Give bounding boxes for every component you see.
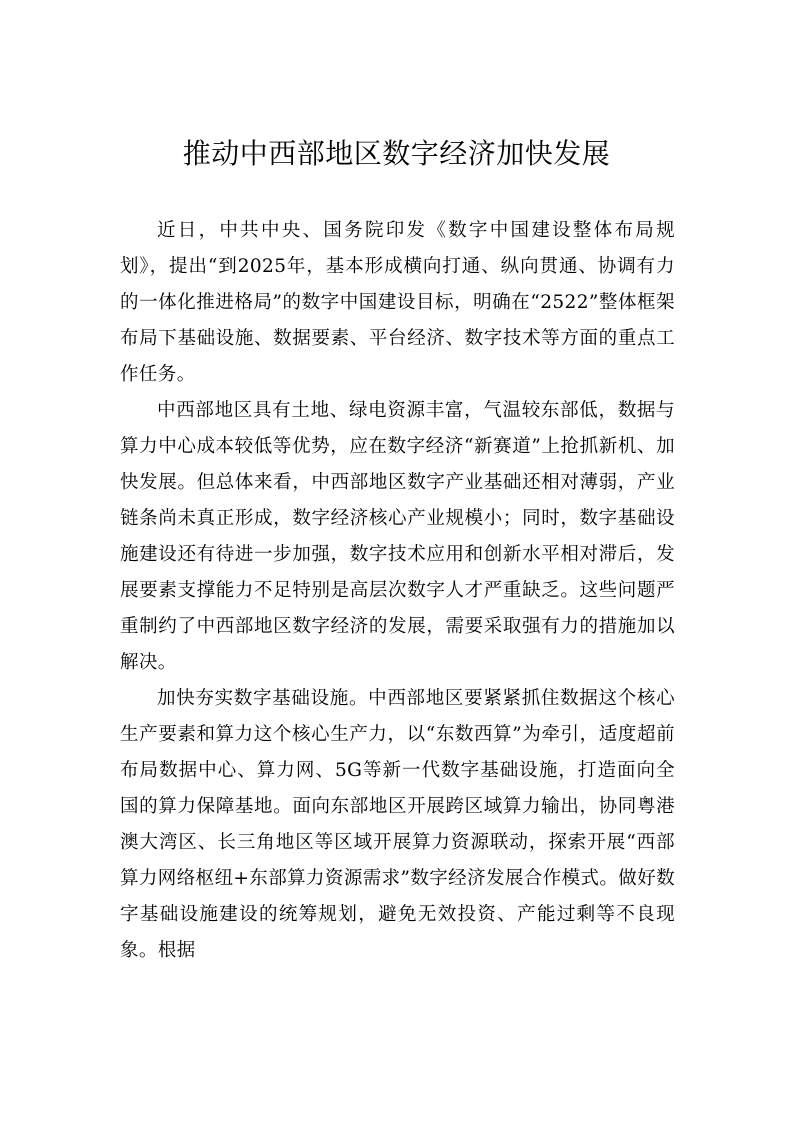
document-title: 推动中西部地区数字经济加快发展 [182,137,611,170]
paragraph-3: 加快夯实数字基础设施。中西部地区要紧紧抓住数据这个核心生产要素和算力这个核心生产力，以“东数西算”为牵引，适度超前布局数据中心、算力网、5G等新一代数字基础设施，打造面向全国的算力保障基地。面向东部地区开展跨区域算力输出，协同粤港澳大湾区、长三角地区等区域开展算力资源联动，探索开展“西部算力网络枢纽+东部算力资源需求”数字经济发展合作模式。做好数字基础设施建设的统筹规划，避免无效投资、产能过剩等不良现象。根据 [120,688,675,961]
document-body [120,213,675,969]
paragraph-2: 中西部地区具有土地、绿电资源丰富，气温较东部低，数据与算力中心成本较低等优势，应在数字经济“新赛道”上抢抓新机、加快发展。但总体来看，中西部地区数字产业基础还相对薄弱，产业链条尚未真正形成，数字经济核心产业规模小；同时，数字基础设施建设还有待进一步加强，数字技术应用和创新水平相对滞后，发展要素支撑能力不足特别是高层次数字人才严重缺乏。这些问题严重制约了中西部地区数字经济的发展，需要采取强有力的措施加以解决。 [120,400,675,673]
paragraph-1: 近日，中共中央、国务院印发《数字中国建设整体布局规划》，提出“到2025年，基本形成横向打通、纵向贯通、协调有力的一体化推进格局”的数字中国建设目标，明确在“2522”整体框架布局下基础设施、数据要素、平台经济、数字技术等方面的重点工作任务。 [120,220,675,385]
